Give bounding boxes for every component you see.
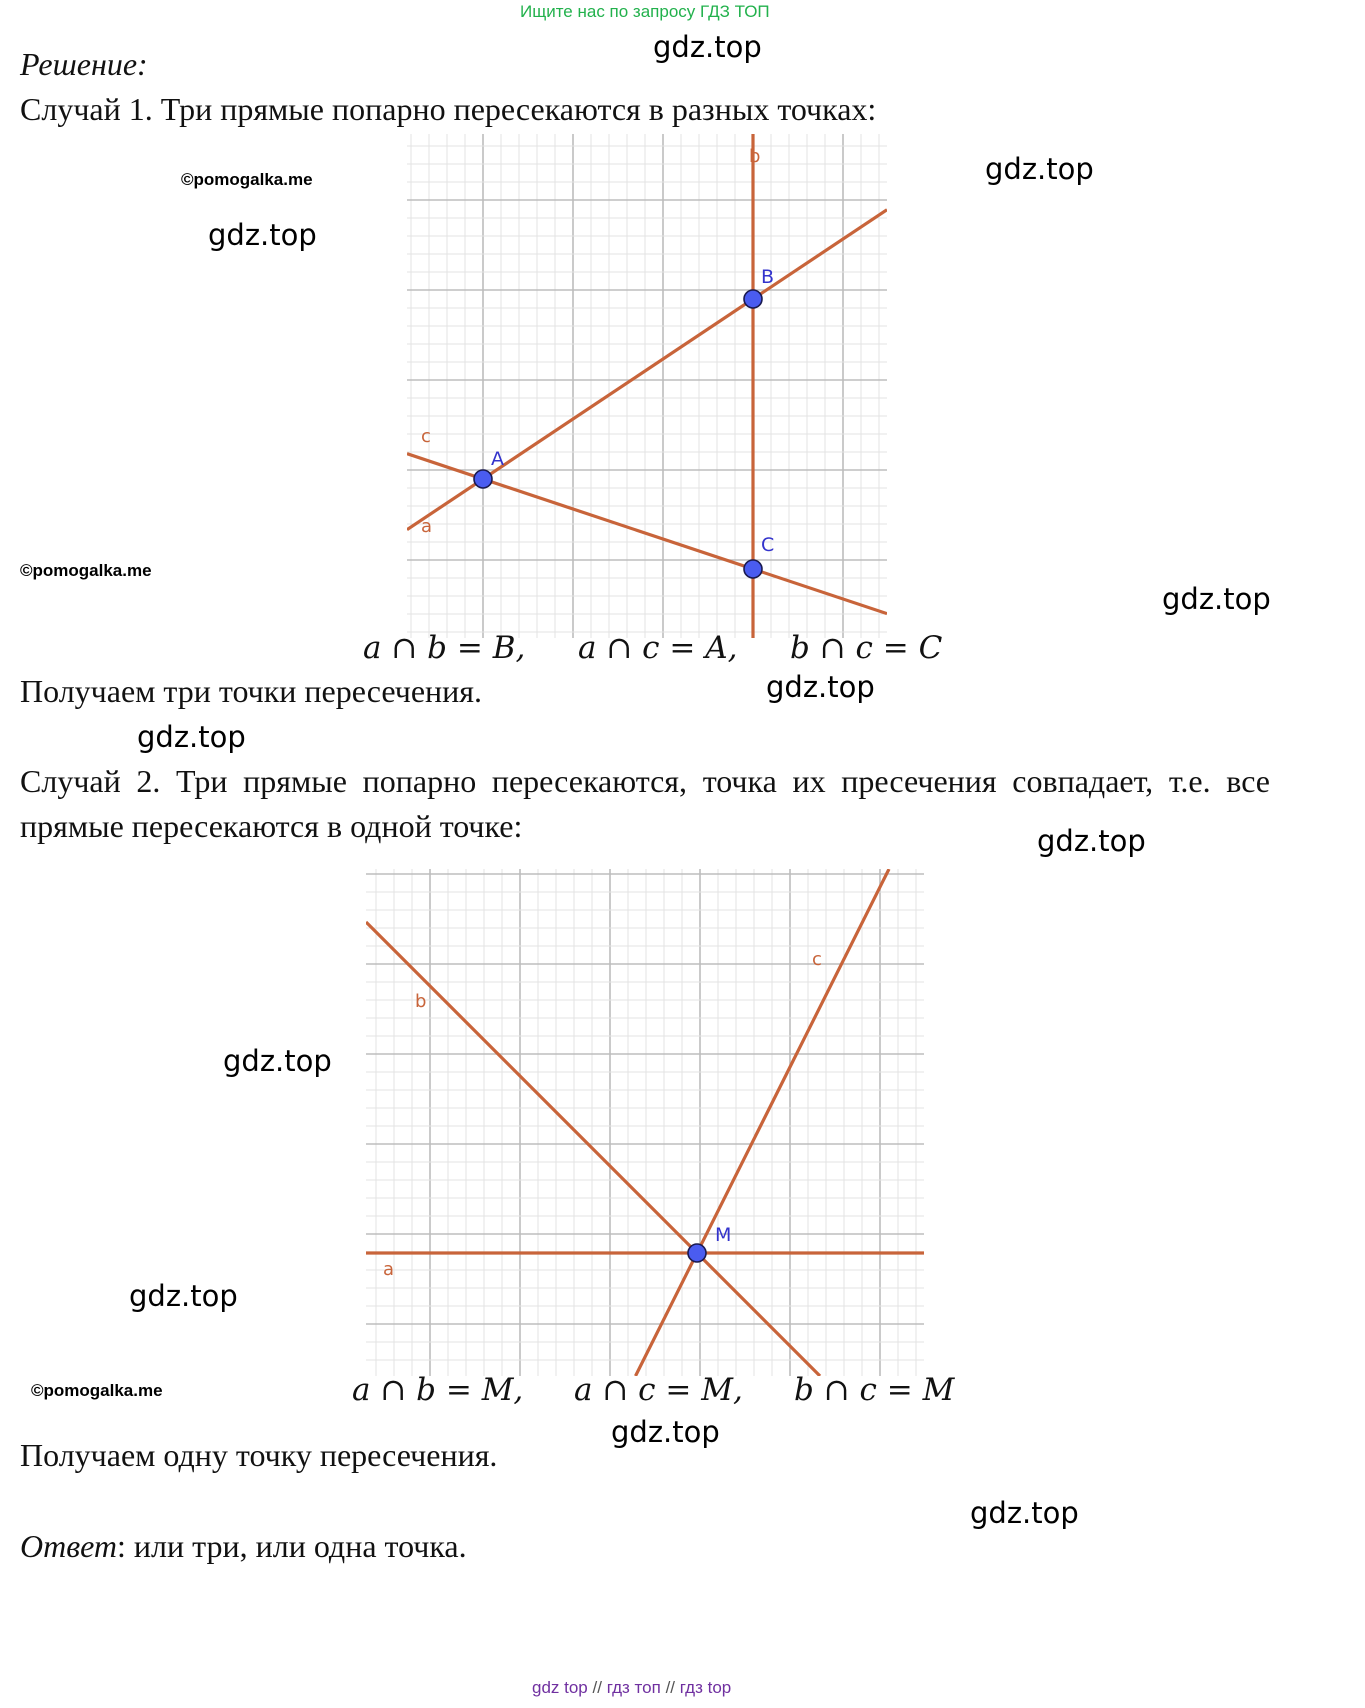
watermark: gdz.top	[766, 670, 875, 704]
footer-link[interactable]: гдз top	[679, 1678, 732, 1697]
watermark: gdz.top	[1037, 824, 1146, 858]
watermark: gdz.top	[129, 1279, 238, 1313]
line-c	[636, 869, 890, 1376]
line-label-b: b	[749, 146, 761, 167]
watermark: gdz.top	[653, 30, 762, 64]
grid	[366, 869, 924, 1376]
copyright-mark: ©pomogalka.me	[31, 1381, 163, 1400]
copyright-mark: ©pomogalka.me	[181, 170, 313, 189]
case2-heading-line1: Случай 2. Три прямые попарно пересекаются, точка их пресечения совпадает, т.е. все	[20, 763, 1270, 799]
watermark: gdz.top	[208, 218, 317, 252]
grid	[407, 134, 887, 638]
top-banner[interactable]: Ищите нас по запросу ГДЗ ТОП	[520, 2, 770, 21]
point-C	[744, 560, 762, 578]
line-label-c: c	[812, 949, 822, 970]
formula-a-cap-b: a ∩ b = M,	[352, 1372, 524, 1408]
point-M	[688, 1244, 706, 1262]
diagram-case1	[407, 134, 887, 638]
watermark: gdz.top	[985, 152, 1094, 186]
case2-heading-line2: прямые пересекаются в одной точке:	[20, 808, 523, 844]
watermark: gdz.top	[223, 1044, 332, 1078]
diagram-case2	[366, 869, 924, 1376]
line-label-c: c	[421, 426, 431, 447]
formula-a-cap-b: a ∩ b = B,	[363, 630, 526, 666]
case1-heading: Случай 1. Три прямые попарно пересекаются в разных точках:	[20, 91, 877, 127]
point-A	[474, 470, 492, 488]
formula-b-cap-c: b ∩ c = M	[794, 1372, 955, 1408]
point-label-C: C	[761, 534, 775, 556]
footer-separator: //	[665, 1678, 676, 1697]
footer-link[interactable]: гдз топ	[606, 1678, 661, 1697]
line-b	[366, 922, 820, 1376]
formula-a-cap-c: a ∩ c = A,	[578, 630, 738, 666]
point-label-A: A	[491, 448, 504, 470]
footer-links	[532, 1678, 731, 1698]
watermark: gdz.top	[970, 1496, 1079, 1530]
copyright-mark: ©pomogalka.me	[20, 561, 152, 580]
footer-separator: //	[592, 1678, 602, 1697]
solution-label: Решение:	[20, 46, 148, 82]
watermark: gdz.top	[611, 1415, 720, 1449]
line-label-b: b	[415, 991, 427, 1012]
footer-link[interactable]: gdz top	[532, 1678, 588, 1697]
answer	[20, 1528, 467, 1565]
watermark: gdz.top	[137, 720, 246, 754]
point-label-M: M	[715, 1224, 732, 1246]
answer-label: Ответ	[20, 1528, 117, 1564]
case1-conclusion: Получаем три точки пересечения.	[20, 673, 482, 709]
point-B	[744, 290, 762, 308]
formula-a-cap-c: a ∩ c = M,	[574, 1372, 743, 1408]
watermark: gdz.top	[1162, 582, 1271, 616]
line-label-a: a	[383, 1259, 395, 1280]
answer-text: : или три, или одна точка.	[117, 1528, 467, 1564]
line-label-a: a	[421, 516, 433, 537]
point-label-B: B	[761, 266, 775, 288]
formula-b-cap-c: b ∩ c = C	[790, 630, 943, 666]
case2-conclusion: Получаем одну точку пересечения.	[20, 1437, 498, 1473]
